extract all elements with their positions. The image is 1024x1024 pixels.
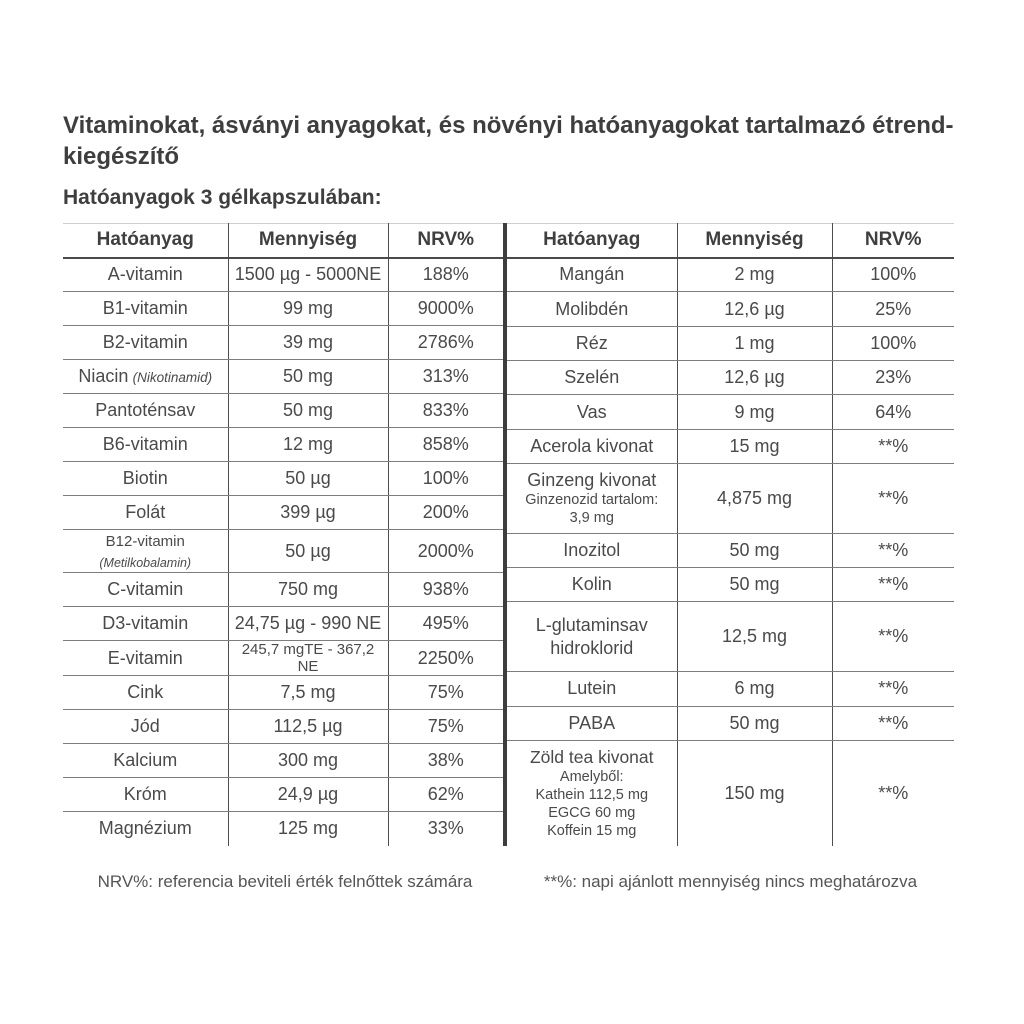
ingredient-note: (Nikotinamid) [132,370,213,385]
table-row [507,395,954,429]
amount-cell: 7,5 mg [228,676,388,710]
left-ingredient-table [63,223,503,846]
table-row [63,710,503,744]
amount-cell: 50 mg [228,394,388,428]
col-header-nrv: NRV% [832,224,954,258]
table-row [63,428,503,462]
table-row [63,496,503,530]
table-row [63,326,503,360]
ingredient-name: Ginzeng kivonat [527,469,657,490]
table-row [63,462,503,496]
amount-cell: 50 mg [677,533,832,567]
nrv-cell: 64% [832,395,954,429]
ingredient-cell [63,360,228,394]
ingredient-cell: L-glutaminsav hidroklorid [507,602,677,672]
table-row [63,607,503,641]
amount-cell: 1 mg [677,326,832,360]
ingredient-cell: Acerola kivonat [507,429,677,463]
nrv-cell: **% [832,568,954,602]
right-ingredient-table [507,223,954,846]
table-row [507,740,954,845]
ingredient-cell: Pantoténsav [63,394,228,428]
ingredient-cell: C-vitamin [63,573,228,607]
ingredient-cell [507,740,677,845]
nrv-cell: 62% [388,778,503,812]
ingredient-subline: Amelyből: [559,768,624,785]
col-header-amount: Mennyiség [228,224,388,258]
nrv-cell: 2786% [388,326,503,360]
ingredient-cell: Kolin [507,568,677,602]
amount-cell: 39 mg [228,326,388,360]
ingredient-cell: Mangán [507,258,677,292]
table-row [63,530,503,573]
table-row [63,360,503,394]
table-row [507,568,954,602]
ingredient-cell: B1-vitamin [63,292,228,326]
nrv-cell: 100% [832,258,954,292]
table-row [63,744,503,778]
table-row [63,573,503,607]
nrv-cell: 200% [388,496,503,530]
amount-cell: 399 µg [228,496,388,530]
table-row [63,258,503,292]
nrv-cell: 75% [388,676,503,710]
ingredient-tables [63,223,961,846]
amount-cell: 125 mg [228,812,388,846]
amount-cell: 300 mg [228,744,388,778]
nrv-cell: 23% [832,361,954,395]
table-row [63,292,503,326]
nrv-cell: **% [832,429,954,463]
col-header-amount: Mennyiség [677,224,832,258]
section-title: Hatóanyagok 3 gélkapszulában: [63,186,382,209]
table-row [507,706,954,740]
ingredient-cell: Inozitol [507,533,677,567]
nrv-cell: **% [878,782,909,803]
ingredient-cell: Cink [63,676,228,710]
ingredient-subline: Kathein 112,5 mg [535,786,649,803]
table-row [507,602,954,672]
nrv-cell: 9000% [388,292,503,326]
ingredient-cell: B2-vitamin [63,326,228,360]
label-document [63,110,961,892]
amount-cell: 245,7 mgTE - 367,2 NE [228,641,388,676]
ingredient-cell: E-vitamin [63,641,228,676]
ingredient-cell: Lutein [507,672,677,706]
table-row [507,533,954,567]
amount-cell: 50 mg [677,568,832,602]
nrv-cell: 833% [388,394,503,428]
ingredient-subline: Ginzenozid tartalom: [525,491,659,508]
ingredient-cell: Folát [63,496,228,530]
table-row [63,778,503,812]
ingredient-subline: EGCG 60 mg [548,804,636,821]
nrv-cell: **% [832,602,954,672]
amount-cell: 9 mg [677,395,832,429]
ingredient-cell: Vas [507,395,677,429]
amount-cell: 12,6 µg [677,292,832,326]
table-row [507,292,954,326]
ingredient-cell: Kalcium [63,744,228,778]
ingredient-cell [63,530,228,573]
table-row [507,672,954,706]
amount-cell: 112,5 µg [228,710,388,744]
nrv-cell: **% [832,672,954,706]
ingredient-name: B12-vitamin [105,533,185,550]
nrv-cell: 2000% [388,530,503,573]
nrv-cell: 2250% [388,641,503,676]
table-row [507,429,954,463]
amount-cell: 24,75 µg - 990 NE [228,607,388,641]
ingredient-subline: 3,9 mg [569,509,614,526]
table-row [63,812,503,846]
nrv-cell: 100% [388,462,503,496]
footnote-asterisk: **%: napi ajánlott mennyiség nincs meghatározva [543,871,918,891]
nrv-cell: 100% [832,326,954,360]
ingredient-cell: Molibdén [507,292,677,326]
table-row [507,326,954,360]
page-title: Vitaminokat, ásványi anyagokat, és növényi hatóanyagokat tartalmazó étrend-kiegészítő [63,112,954,170]
amount-cell: 50 mg [677,706,832,740]
amount-cell: 12,6 µg [677,361,832,395]
col-header-nrv: NRV% [388,224,503,258]
amount-cell: 99 mg [228,292,388,326]
ingredient-cell: PABA [507,706,677,740]
nrv-cell: 495% [388,607,503,641]
ingredient-cell [507,464,677,534]
amount-cell: 2 mg [677,258,832,292]
nrv-cell: 313% [388,360,503,394]
amount-cell: 12 mg [228,428,388,462]
nrv-cell: **% [832,464,954,534]
ingredient-cell: Biotin [63,462,228,496]
amount-cell: 15 mg [677,429,832,463]
ingredient-note: (Metilkobalamin) [99,556,192,570]
table-header-row [63,224,503,258]
ingredient-name: Zöld tea kivonat [529,746,654,767]
amount-cell: 750 mg [228,573,388,607]
nrv-cell: 33% [427,818,464,839]
amount-cell: 150 mg [677,740,832,845]
table-row [507,361,954,395]
ingredient-cell: Szelén [507,361,677,395]
table-row [507,258,954,292]
nrv-cell: **% [832,533,954,567]
table-row [507,464,954,534]
amount-cell: 1500 µg - 5000NE [228,258,388,292]
amount-cell: 50 µg [228,530,388,573]
footnotes [63,872,961,892]
ingredient-cell: Magnézium [63,812,228,846]
footnote-nrv: NRV%: referencia beviteli érték felnőttek számára [97,871,473,891]
ingredient-cell: A-vitamin [63,258,228,292]
col-header-ingredient: Hatóanyag [507,224,677,258]
nrv-cell: 858% [388,428,503,462]
nrv-cell: 38% [388,744,503,778]
amount-cell: 12,5 mg [677,602,832,672]
ingredient-subline: Koffein 15 mg [547,822,637,839]
amount-cell: 50 mg [228,360,388,394]
ingredient-cell: D3-vitamin [63,607,228,641]
table-row [63,394,503,428]
nrv-cell: 75% [388,710,503,744]
amount-cell: 4,875 mg [677,464,832,534]
nrv-cell: **% [832,706,954,740]
ingredient-cell: Króm [63,778,228,812]
table-row [63,641,503,676]
table-header-row [507,224,954,258]
nrv-cell: 938% [388,573,503,607]
ingredient-cell: Jód [63,710,228,744]
nrv-cell: 25% [832,292,954,326]
ingredient-name: Niacin [78,366,129,386]
nrv-cell: 188% [388,258,503,292]
ingredient-cell: Réz [507,326,677,360]
amount-cell: 50 µg [228,462,388,496]
amount-cell: 6 mg [677,672,832,706]
amount-cell: 24,9 µg [228,778,388,812]
col-header-ingredient: Hatóanyag [63,224,228,258]
table-row [63,676,503,710]
ingredient-cell: B6-vitamin [63,428,228,462]
